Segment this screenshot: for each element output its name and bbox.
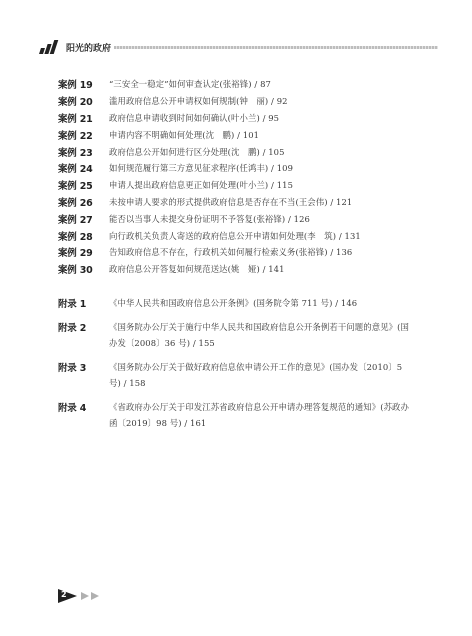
case-label: 案例 20 [58,97,93,109]
case-title: 申请内容不明确如何处理(沈 鹏) / 101 [109,129,260,140]
case-label: 案例 19 [58,80,93,92]
case-entry [58,143,438,160]
case-label: 案例 30 [58,265,93,277]
case-entry [58,110,438,127]
case-label: 案例 28 [58,231,93,243]
case-entry [58,93,438,110]
appendix-entry [58,359,438,392]
appendix-title: 《中华人民共和国政府信息公开条例》(国务院令第 711 号) / 146 [109,298,358,308]
appendix-title: 《省政府办公厅关于印发江苏省政府信息公开申请办理答复规范的通知》(苏政办函〔2019〕98 号) / 161 [109,401,409,428]
page-footer [58,589,118,603]
case-entry [58,177,438,194]
arrow-right-icon [81,592,89,600]
case-list [58,76,438,278]
case-title: 向行政机关负责人寄送的政府信息公开申请如何处理(李 筑) / 131 [109,230,361,241]
page-number: 2 [61,590,67,599]
case-entry [58,261,438,278]
header-title: 阳光的政府 [66,44,112,54]
case-label: 案例 25 [58,181,93,193]
case-title: 政府信息公开如何进行区分处理(沈 鹏) / 105 [109,146,285,157]
case-entry [58,126,438,143]
case-entry [58,227,438,244]
case-label: 案例 27 [58,214,93,226]
appendix-entry [58,399,438,432]
appendix-label: 附录 4 [58,402,87,414]
appendix-label: 附录 2 [58,322,87,334]
case-title: 滥用政府信息公开申请权如何规制(钟 丽) / 92 [109,96,288,107]
case-label: 案例 24 [58,164,93,176]
book-logo-icon [38,40,60,56]
appendix-list [58,295,438,439]
case-title: 能否以当事人未提交身份证明不予答复(张裕锋) / 126 [109,213,310,224]
case-label: 案例 26 [58,197,93,209]
arrow-right-icon [91,592,99,600]
case-label: 案例 23 [58,147,93,159]
case-title: 申请人提出政府信息更正如何处理(叶小兰) / 115 [109,180,294,191]
case-entry [58,244,438,261]
page-header [38,40,438,56]
case-title: 政府信息申请收到时间如何确认(叶小兰) / 95 [109,112,280,123]
case-entry [58,210,438,227]
appendix-label: 附录 3 [58,362,87,374]
case-title: 未按申请人要求的形式提供政府信息是否存在不当(王会伟) / 121 [109,196,353,207]
case-entry [58,76,438,93]
appendix-title: 《国务院办公厅关于施行中华人民共和国政府信息公开条例若干问题的意见》(国办发〔2008〕36 号) / 155 [109,321,409,348]
appendix-label: 附录 1 [58,299,87,310]
appendix-title: 《国务院办公厅关于做好政府信息依申请公开工作的意见》(国办发〔2010〕5 号) / 158 [109,361,403,388]
appendix-entry [58,319,438,352]
case-title: 告知政府信息不存在，行政机关如何履行检索义务(张裕锋) / 136 [109,247,353,258]
case-entry [58,160,438,177]
case-label: 案例 29 [58,248,93,260]
case-label: 案例 22 [58,130,93,142]
case-title: 如何规范履行第三方意见征求程序(任鸿丰) / 109 [109,163,294,174]
case-label: 案例 21 [58,113,93,125]
case-title: “三安全一稳定”如何审查认定(张裕锋) / 87 [109,79,271,90]
case-entry [58,194,438,211]
case-title: 政府信息公开答复如何规范送达(姚 娅) / 141 [109,264,285,275]
appendix-entry [58,295,438,312]
header-rule [114,46,438,49]
